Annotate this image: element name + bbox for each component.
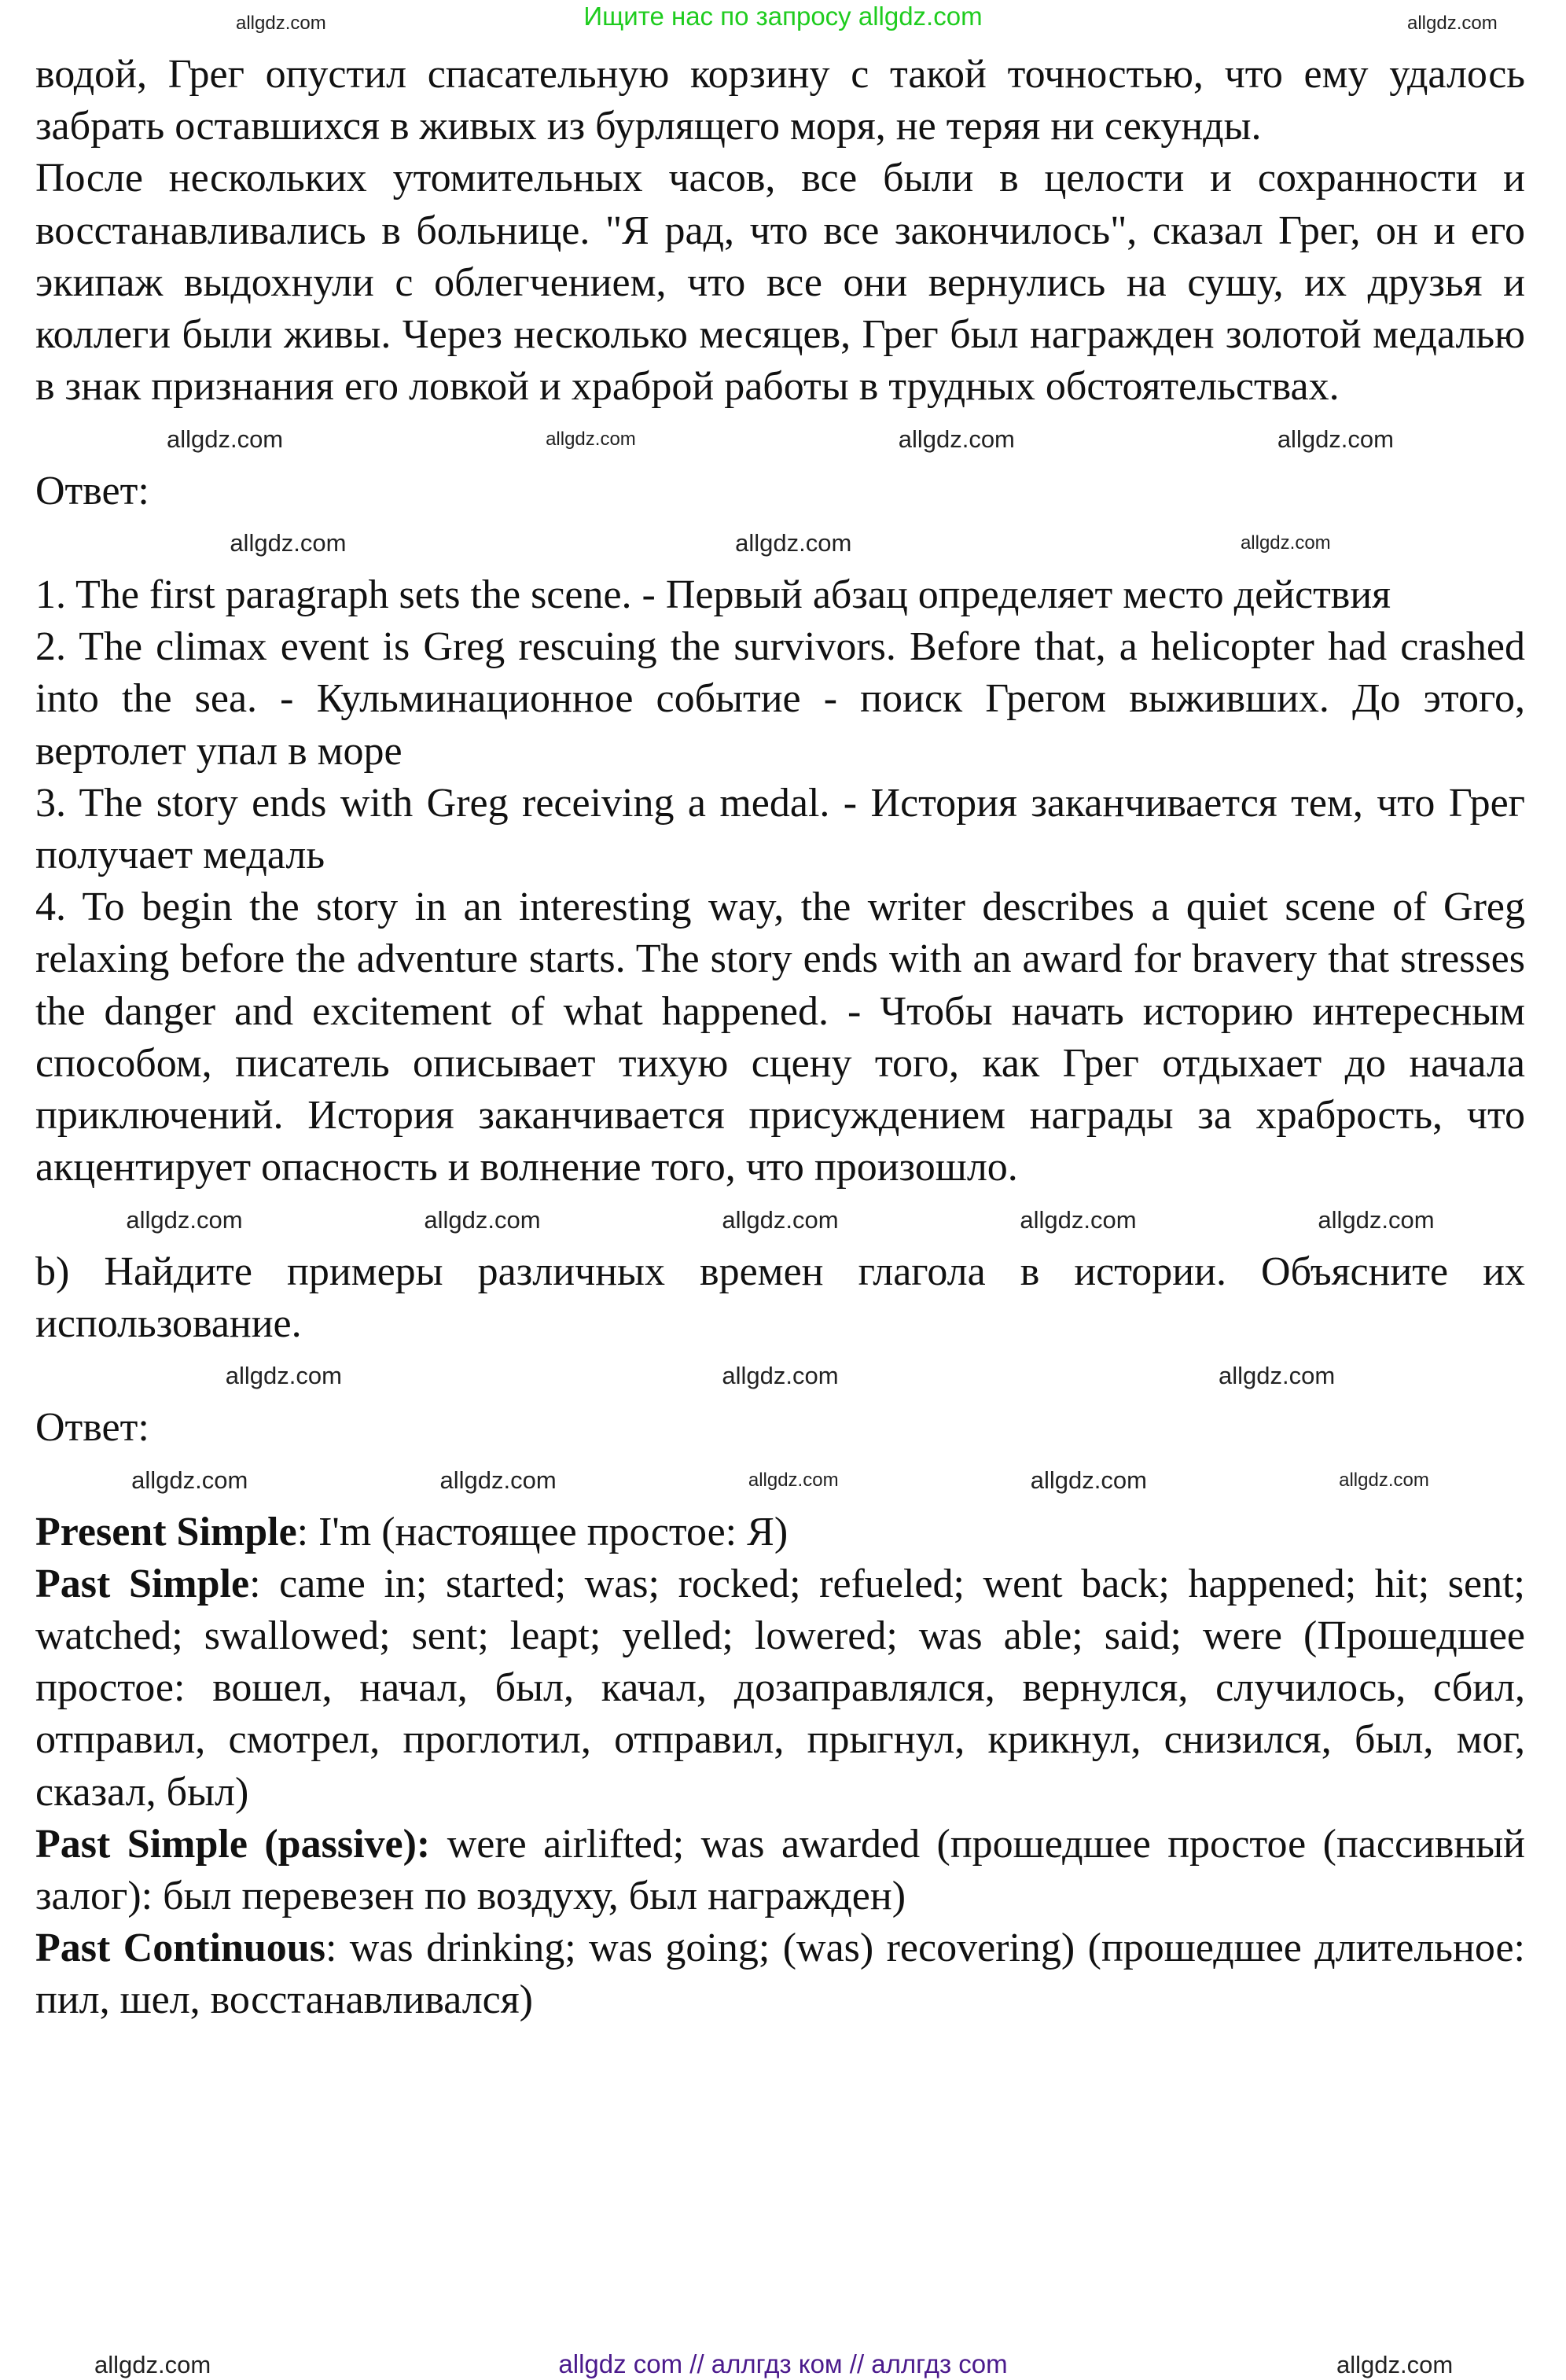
- watermark: allgdz.com: [1030, 1466, 1147, 1494]
- watermark: allgdz.com: [898, 425, 1015, 453]
- document-body: [35, 49, 1525, 2027]
- watermark: allgdz.com: [166, 425, 284, 453]
- watermark: allgdz.com: [1240, 532, 1331, 554]
- watermark: allgdz.com: [1219, 1362, 1336, 1390]
- tense-past-simple-passive: [35, 1819, 1525, 1922]
- tense-name: Past Simple: [35, 1561, 250, 1606]
- watermark: allgdz.com: [424, 1205, 541, 1234]
- answer-label: Ответ:: [35, 468, 149, 513]
- tense-past-continuous: [35, 1922, 1525, 2026]
- tense-examples: were airlifted; was awarded (прошедшее простое (пассивный залог): был перевезен по воздуху, был награжден): [35, 1821, 1525, 1919]
- answer-item: 2. The climax event is Greg rescuing the survivors. Before that, a helicopter had crashed into the sea. - Кульминационное событие - поиск Грегом выживших. До этого, вертолет упал в море: [35, 624, 1525, 774]
- watermark: allgdz.com: [126, 1205, 243, 1234]
- tense-name: Past Continuous: [35, 1926, 325, 1971]
- tense-past-simple: [35, 1558, 1525, 1819]
- search-banner[interactable]: Ищите нас по запросу allgdz.com: [583, 2, 983, 31]
- watermark: allgdz.com: [439, 1466, 557, 1494]
- task-b-question: b) Найдите примеры различных времен глагола в истории. Объясните их использование.: [35, 1249, 1525, 1346]
- answer-item: 4. To begin the story in an interesting way, the writer describes a quiet scene of Greg relaxing before the adventure starts. The story ends with an award for bravery that stresses the danger and excitement of what happened. - Чтобы начать историю интересным способом, писатель описывает тихую сцену того, как Грег отдыхает до начала приключений. История заканчивается присуждением награды за храбрость, что акцентирует опасность и волнение того, что произошло.: [35, 885, 1525, 1190]
- story-paragraph: водой, Грег опустил спасательную корзину с такой точностью, что ему удалось забрать оставшихся в живых из бурлящего моря, не теряя ни секунды.: [35, 52, 1525, 149]
- watermark: allgdz.com: [230, 528, 347, 557]
- tense-examples: : came in; started; was; rocked; refueled; went back; happened; hit; sent; watched; swallowed; sent; leapt; yelled; lowered; was able; said; were (Прошедшее простое: вошел, начал, был, качал, дозаправлялся, вернулся, случилось, сбил, отправил, смотрел, проглотил, отправил, прыгнул, крикнул, снизился, был, мог, сказал, был): [35, 1561, 1525, 1815]
- footer-links[interactable]: allgdz com // аллгдз ком // аллгдз com: [558, 2349, 1008, 2378]
- tense-present-simple: [35, 1506, 1525, 1558]
- watermark: allgdz.com: [1318, 1205, 1435, 1234]
- watermark: allgdz.com: [1277, 425, 1394, 453]
- watermark: allgdz.com: [1336, 2351, 1454, 2378]
- watermark-row: [35, 517, 1525, 569]
- answer-item: 1. The first paragraph sets the scene. - Первый абзац определяет место действия: [35, 572, 1391, 617]
- tense-name: Past Simple (passive):: [35, 1821, 431, 1867]
- watermark: allgdz.com: [546, 428, 636, 450]
- answer-item: 3. The story ends with Greg receiving a medal. - История заканчивается тем, что Грег получает медаль: [35, 780, 1525, 878]
- watermark-row: [35, 1454, 1525, 1506]
- watermark: allgdz.com: [722, 1362, 839, 1390]
- watermark: allgdz.com: [735, 528, 852, 557]
- watermark: allgdz.com: [94, 2351, 211, 2378]
- watermark: allgdz.com: [722, 1205, 839, 1234]
- watermark: allgdz.com: [1407, 13, 1498, 34]
- tense-name: Present Simple: [35, 1509, 297, 1554]
- tense-examples: : was drinking; was going; (was) recovering) (прошедшее длительное: пил, шел, восстанавливался): [35, 1926, 1525, 2023]
- watermark: allgdz.com: [1020, 1205, 1137, 1234]
- story-paragraph: После нескольких утомительных часов, все были в целости и сохранности и восстанавливались в больнице. "Я рад, что все закончилось", сказал Грег, он и его экипаж выдохнули с облегчением, что все они вернулись на сушу, их друзья и коллеги были живы. Через несколько месяцев, Грег был награжден золотой медалью в знак признания его ловкой и храброй работы в трудных обстоятельствах.: [35, 156, 1525, 410]
- watermark: allgdz.com: [748, 1469, 839, 1491]
- watermark: allgdz.com: [236, 13, 326, 34]
- watermark: allgdz.com: [131, 1466, 248, 1494]
- watermark: allgdz.com: [225, 1362, 342, 1390]
- watermark: allgdz.com: [1339, 1469, 1429, 1491]
- watermark-row: [35, 413, 1525, 465]
- watermark-row: [35, 1194, 1525, 1245]
- answer-label: Ответ:: [35, 1405, 149, 1451]
- tense-examples: : I'm (настоящее простое: Я): [296, 1509, 789, 1554]
- watermark-row: [35, 1350, 1525, 1402]
